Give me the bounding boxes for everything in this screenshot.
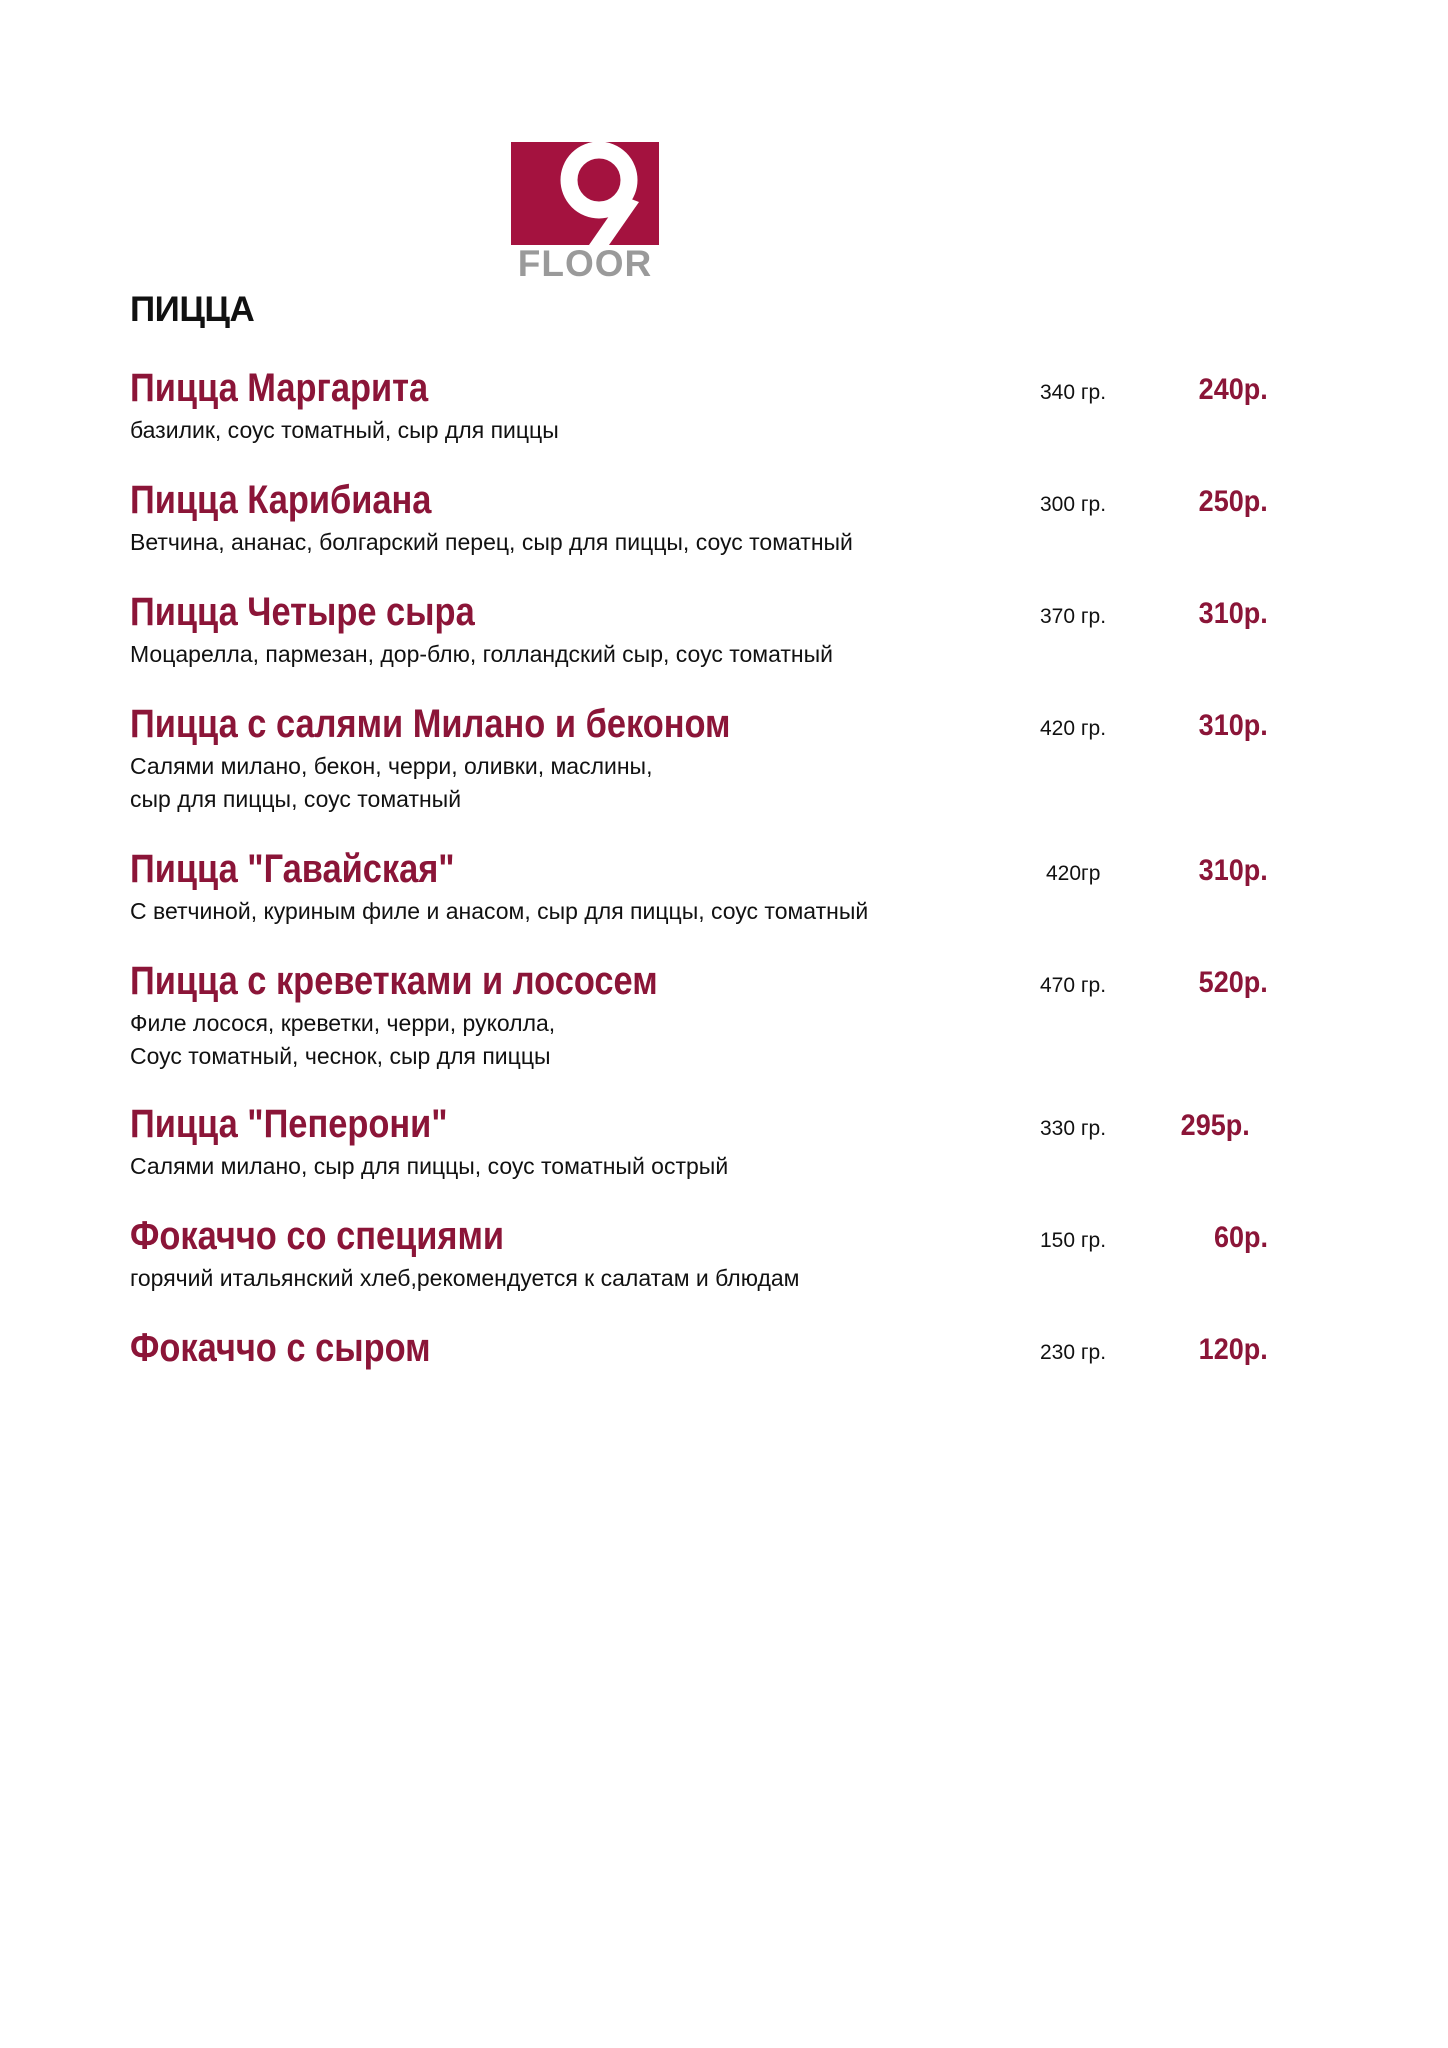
item-description	[130, 526, 853, 559]
logo-text: FLOOR	[517, 243, 653, 284]
item-price: 120р.	[1198, 1333, 1268, 1366]
item-weight: 300 гр.	[1040, 493, 1107, 516]
item-description	[130, 750, 652, 816]
item-description-line: Соус томатный, чеснок, сыр для пиццы	[130, 1043, 551, 1069]
item-name: Пицца с салями Милано и беконом	[130, 702, 731, 746]
logo-nine-icon	[511, 142, 659, 245]
item-name: Фокаччо с сыром	[130, 1326, 431, 1370]
item-name: Пицца Карибиана	[130, 478, 432, 522]
menu-item	[0, 847, 1448, 957]
item-description	[130, 895, 868, 928]
item-description-line: горячий итальянский хлеб,рекомендуется к салатам и блюдам	[130, 1265, 800, 1291]
item-description	[130, 1262, 799, 1295]
item-description	[130, 1007, 555, 1073]
item-price: 295р.	[1180, 1109, 1250, 1142]
menu-item	[0, 959, 1448, 1069]
item-description	[130, 1150, 728, 1183]
item-price: 250р.	[1198, 485, 1268, 518]
item-price: 520р.	[1198, 966, 1268, 999]
item-weight: 420 гр.	[1040, 717, 1107, 740]
item-description-line: Салями милано, бекон, черри, оливки, маслины,	[130, 753, 653, 779]
logo	[511, 142, 659, 287]
item-description-line: Салями милано, сыр для пиццы, соус томатный острый	[130, 1153, 729, 1179]
item-weight: 330 гр.	[1040, 1117, 1107, 1140]
item-price: 310р.	[1198, 854, 1268, 887]
item-description-line: Филе лосося, креветки, черри, руколла,	[130, 1010, 556, 1036]
menu-item	[0, 1102, 1448, 1212]
menu-item	[0, 1326, 1448, 1436]
item-price: 240р.	[1198, 373, 1268, 406]
item-weight: 470 гр.	[1040, 974, 1107, 997]
section-title: ПИЦЦА	[130, 290, 255, 329]
item-name: Пицца с креветками и лососем	[130, 959, 658, 1003]
item-name: Фокаччо со специями	[130, 1214, 505, 1258]
item-price: 310р.	[1198, 597, 1268, 630]
item-weight: 230 гр.	[1040, 1341, 1107, 1364]
item-weight: 420гр	[1046, 862, 1101, 885]
menu-item	[0, 590, 1448, 700]
item-description	[130, 414, 559, 447]
menu-item	[0, 1214, 1448, 1324]
menu-item	[0, 702, 1448, 812]
item-name: Пицца Маргарита	[130, 366, 429, 410]
item-price: 310р.	[1198, 709, 1268, 742]
menu-item	[0, 478, 1448, 588]
item-description-line: С ветчиной, куриным филе и анасом, сыр для пиццы, соус томатный	[130, 898, 869, 924]
item-description-line: Ветчина, ананас, болгарский перец, сыр для пиццы, соус томатный	[130, 529, 853, 555]
item-description-line: базилик, соус томатный, сыр для пиццы	[130, 417, 559, 443]
item-name: Пицца "Пеперони"	[130, 1102, 448, 1146]
item-weight: 370 гр.	[1040, 605, 1107, 628]
item-weight: 340 гр.	[1040, 381, 1107, 404]
item-description	[130, 638, 833, 671]
item-name: Пицца Четыре сыра	[130, 590, 475, 634]
item-description-line: сыр для пиццы, соус томатный	[130, 786, 462, 812]
item-description-line: Моцарелла, пармезан, дор-блю, голландский сыр, соус томатный	[130, 641, 833, 667]
menu-item	[0, 366, 1448, 476]
item-price: 60р.	[1213, 1221, 1268, 1254]
item-name: Пицца "Гавайская"	[130, 847, 455, 891]
item-weight: 150 гр.	[1040, 1229, 1107, 1252]
